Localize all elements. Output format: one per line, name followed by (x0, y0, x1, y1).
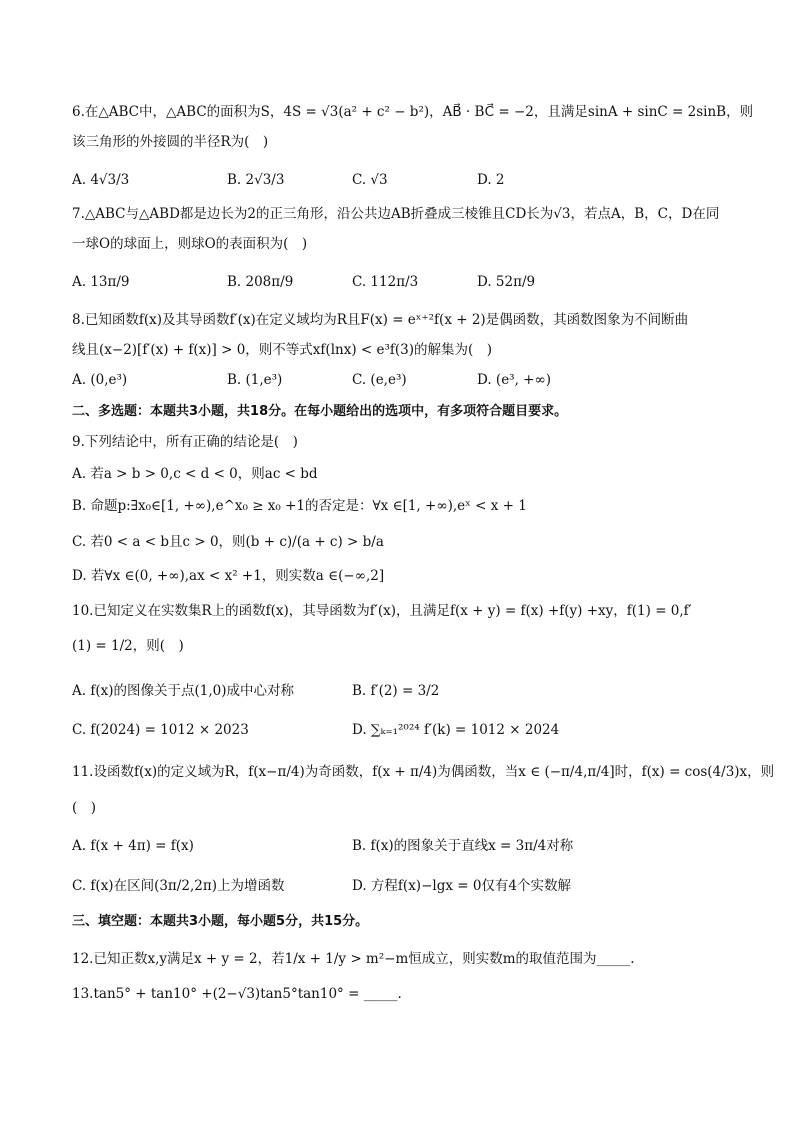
q6-option-d: D. 2 (477, 172, 505, 188)
q11-stem-line1: 11.设函数f(x)的定义域为R，f(x−π/4)为奇函数，f(x + π/4)为偶函数，当x ∈ (−π/4,π/4]时，f(x) = cos(4/3)x，则 (72, 764, 775, 780)
section-multiple-choice-heading: 二、多选题：本题共3小题，共18分。在每小题给出的选项中，有多项符合题目要求。 (72, 404, 568, 419)
q11-option-b: B. f(x)的图象关于直线x = 3π/4对称 (352, 838, 574, 854)
q10-stem-line2: (1) = 1/2，则( ) (72, 638, 184, 654)
q9-option-d: D. 若∀x ∈(0, +∞),ax < x² +1，则实数a ∈(−∞,2] (72, 568, 385, 584)
q6-option-a: A. 4√3/3 (72, 172, 130, 188)
q8-option-c: C. (e,e³) (352, 372, 407, 388)
q9-stem: 9.下列结论中，所有正确的结论是( ) (72, 434, 298, 450)
q7-option-a: A. 13π/9 (72, 274, 130, 290)
q7-option-b: B. 208π/9 (227, 274, 294, 290)
q11-stem-line2: ( ) (72, 800, 97, 816)
q10-stem-line1: 10.已知定义在实数集R上的函数f(x)，其导函数为f′(x)，且满足f(x + y) = f(x) +f(y) +xy，f(1) = 0,f′ (72, 603, 692, 619)
q10-option-c: C. f(2024) = 1012 × 2023 (72, 722, 249, 738)
q12-stem: 12.已知正数x,y满足x + y = 2，若1/x + 1/y > m²−m恒成立，则实数m的取值范围为_____. (72, 951, 635, 967)
q13-stem: 13.tan5° + tan10° +(2−√3)tan5°tan10° = _____. (72, 986, 402, 1002)
q6-option-c: C. √3 (352, 172, 388, 188)
q10-option-b: B. f′(2) = 3/2 (352, 683, 440, 699)
q11-option-d: D. 方程f(x)−lgx = 0仅有4个实数解 (352, 878, 572, 894)
q7-option-d: D. 52π/9 (477, 274, 536, 290)
q7-option-c: C. 112π/3 (352, 274, 419, 290)
q8-stem-line1: 8.已知函数f(x)及其导函数f′(x)在定义域均为R且F(x) = eˣ⁺²f(x + 2)是偶函数，其函数图象为不间断曲 (72, 312, 689, 328)
q7-stem-line2: 一球O的球面上，则球O的表面积为( ) (72, 236, 308, 252)
section-fill-in-heading: 三、填空题：本题共3小题，每小题5分，共15分。 (72, 914, 369, 929)
q11-option-c: C. f(x)在区间(3π/2,2π)上为增函数 (72, 878, 285, 894)
q6-stem-line2: 该三角形的外接圆的半径R为( ) (72, 134, 269, 150)
q10-option-a: A. f(x)的图像关于点(1,0)成中心对称 (72, 683, 294, 699)
q8-option-d: D. (e³, +∞) (477, 372, 551, 388)
q8-option-b: B. (1,e³) (227, 372, 283, 388)
q8-option-a: A. (0,e³) (72, 372, 128, 388)
q10-option-d: D. ∑ₖ₌₁²⁰²⁴ f′(k) = 1012 × 2024 (352, 722, 560, 738)
q7-stem-line1: 7.△ABC与△ABD都是边长为2的正三角形，沿公共边AB折叠成三棱锥且CD长为√3，若点A，B，C，D在同 (72, 206, 720, 222)
q9-option-b: B. 命题p:∃x₀∈[1, +∞),e^x₀ ≥ x₀ +1的否定是：∀x ∈[1, +∞),eˣ < x + 1 (72, 498, 527, 514)
q6-option-b: B. 2√3/3 (227, 172, 285, 188)
q6-stem-line1: 6.在△ABC中，△ABC的面积为S，4S = √3(a² + c² − b²)，AB⃗ · BC⃗ = −2，且满足sinA + sinC = 2sinB，则 (72, 104, 754, 120)
q9-option-c: C. 若0 < a < b且c > 0，则(b + c)/(a + c) > b/a (72, 534, 384, 550)
q8-stem-line2: 线且(x−2)[f′(x) + f(x)] > 0，则不等式xf(lnx) < e³f(3)的解集为( ) (72, 342, 493, 358)
q11-option-a: A. f(x + 4π) = f(x) (72, 838, 194, 854)
q9-option-a: A. 若a > b > 0,c < d < 0，则ac < bd (72, 466, 318, 482)
